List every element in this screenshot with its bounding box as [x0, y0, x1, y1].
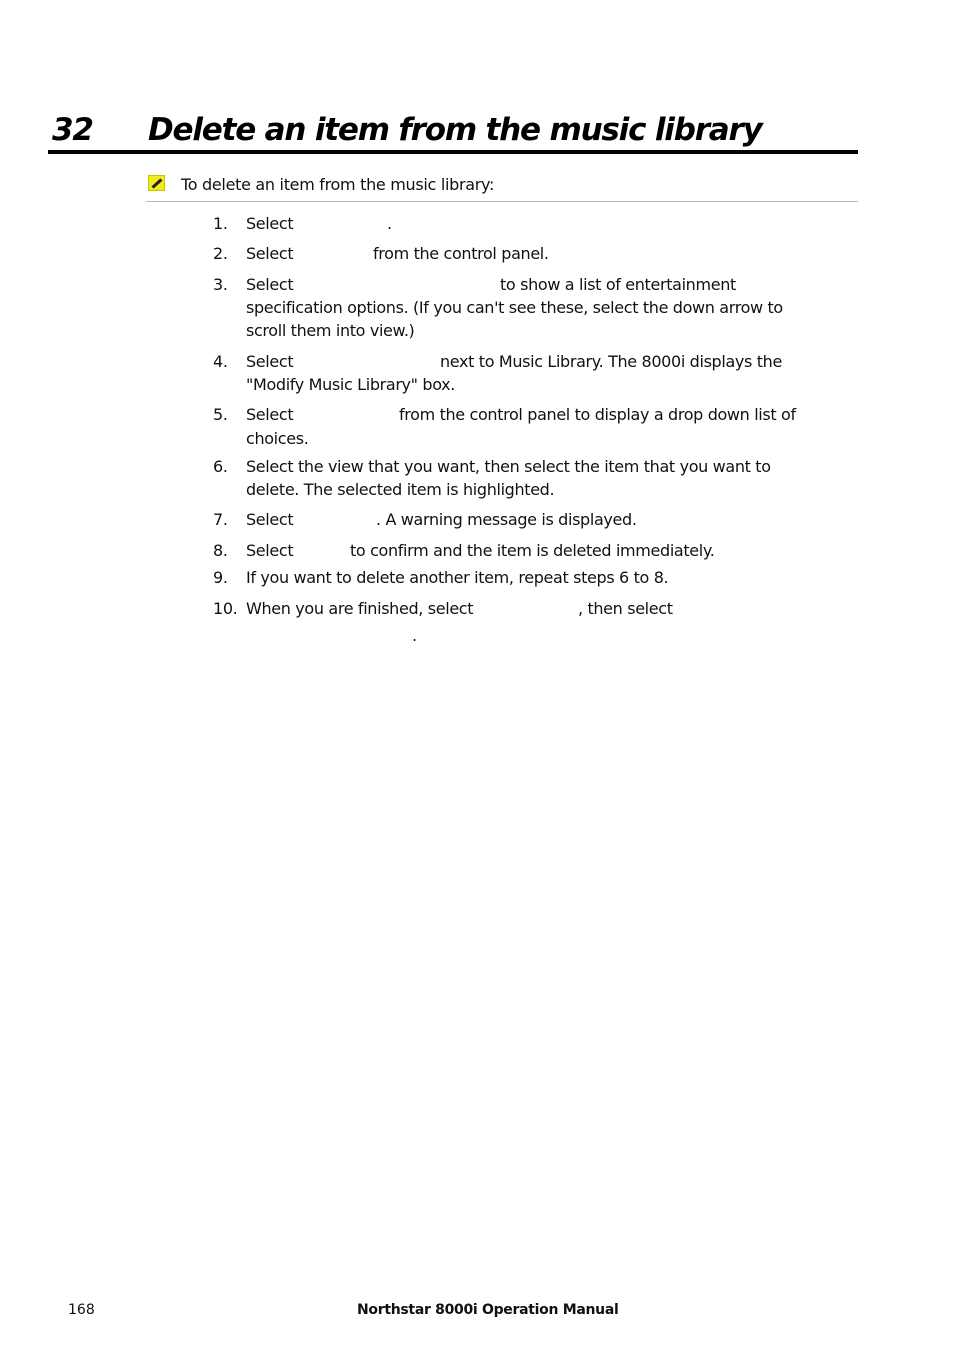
- step-text: from the control panel to display a drop down list of: [399, 405, 796, 424]
- step-number: 6.: [213, 457, 228, 476]
- step-number: 8.: [213, 541, 228, 560]
- step-text: "Modify Music Library" box.: [246, 375, 456, 394]
- step-number: 5.: [213, 405, 228, 424]
- step-text: .: [387, 214, 392, 233]
- step-text: choices.: [246, 429, 309, 448]
- procedure-heading: [146, 172, 858, 202]
- step-text: . A warning message is displayed.: [376, 510, 637, 529]
- step-text: specification options. (If you can't see these, select the down arrow to: [246, 298, 783, 317]
- step-number: 4.: [213, 352, 228, 371]
- step-number: 1.: [213, 214, 228, 233]
- step-select-word: Select: [246, 541, 294, 560]
- procedure-title: To delete an item from the music library:: [181, 175, 495, 194]
- step-number: 3.: [213, 275, 228, 294]
- step-text: scroll them into view.): [246, 321, 415, 340]
- step-text: to confirm and the item is deleted immediately.: [350, 541, 715, 560]
- step-select-word: Select: [246, 405, 294, 424]
- step-number: 7.: [213, 510, 228, 529]
- step-text: If you want to delete another item, repeat steps 6 to 8.: [246, 568, 669, 587]
- step-number: 2.: [213, 244, 228, 263]
- page-number: 168: [68, 1302, 95, 1318]
- step-text: Select the view that you want, then select the item that you want to: [246, 457, 771, 476]
- manual-title: Northstar 8000i Operation Manual: [357, 1302, 619, 1318]
- step-select-word: Select: [246, 244, 294, 263]
- step-text: , then select: [578, 599, 673, 618]
- step-text: .: [412, 626, 417, 645]
- step-select-word: Select: [246, 510, 294, 529]
- step-text: to show a list of entertainment: [500, 275, 736, 294]
- step-text: from the control panel.: [373, 244, 549, 263]
- step-select-word: Select: [246, 352, 294, 371]
- chapter-title: Delete an item from the music library: [148, 112, 762, 148]
- step-text: When you are finished, select: [246, 599, 474, 618]
- step-number: 9.: [213, 568, 228, 587]
- step-number: 10.: [213, 599, 238, 618]
- step-text: delete. The selected item is highlighted.: [246, 480, 555, 499]
- chapter-number: 32: [52, 112, 93, 148]
- step-select-word: Select: [246, 275, 294, 294]
- step-text: next to Music Library. The 8000i displays the: [440, 352, 782, 371]
- step-select-word: Select: [246, 214, 294, 233]
- procedure-pencil-icon: [148, 175, 165, 191]
- chapter-heading: [48, 106, 858, 154]
